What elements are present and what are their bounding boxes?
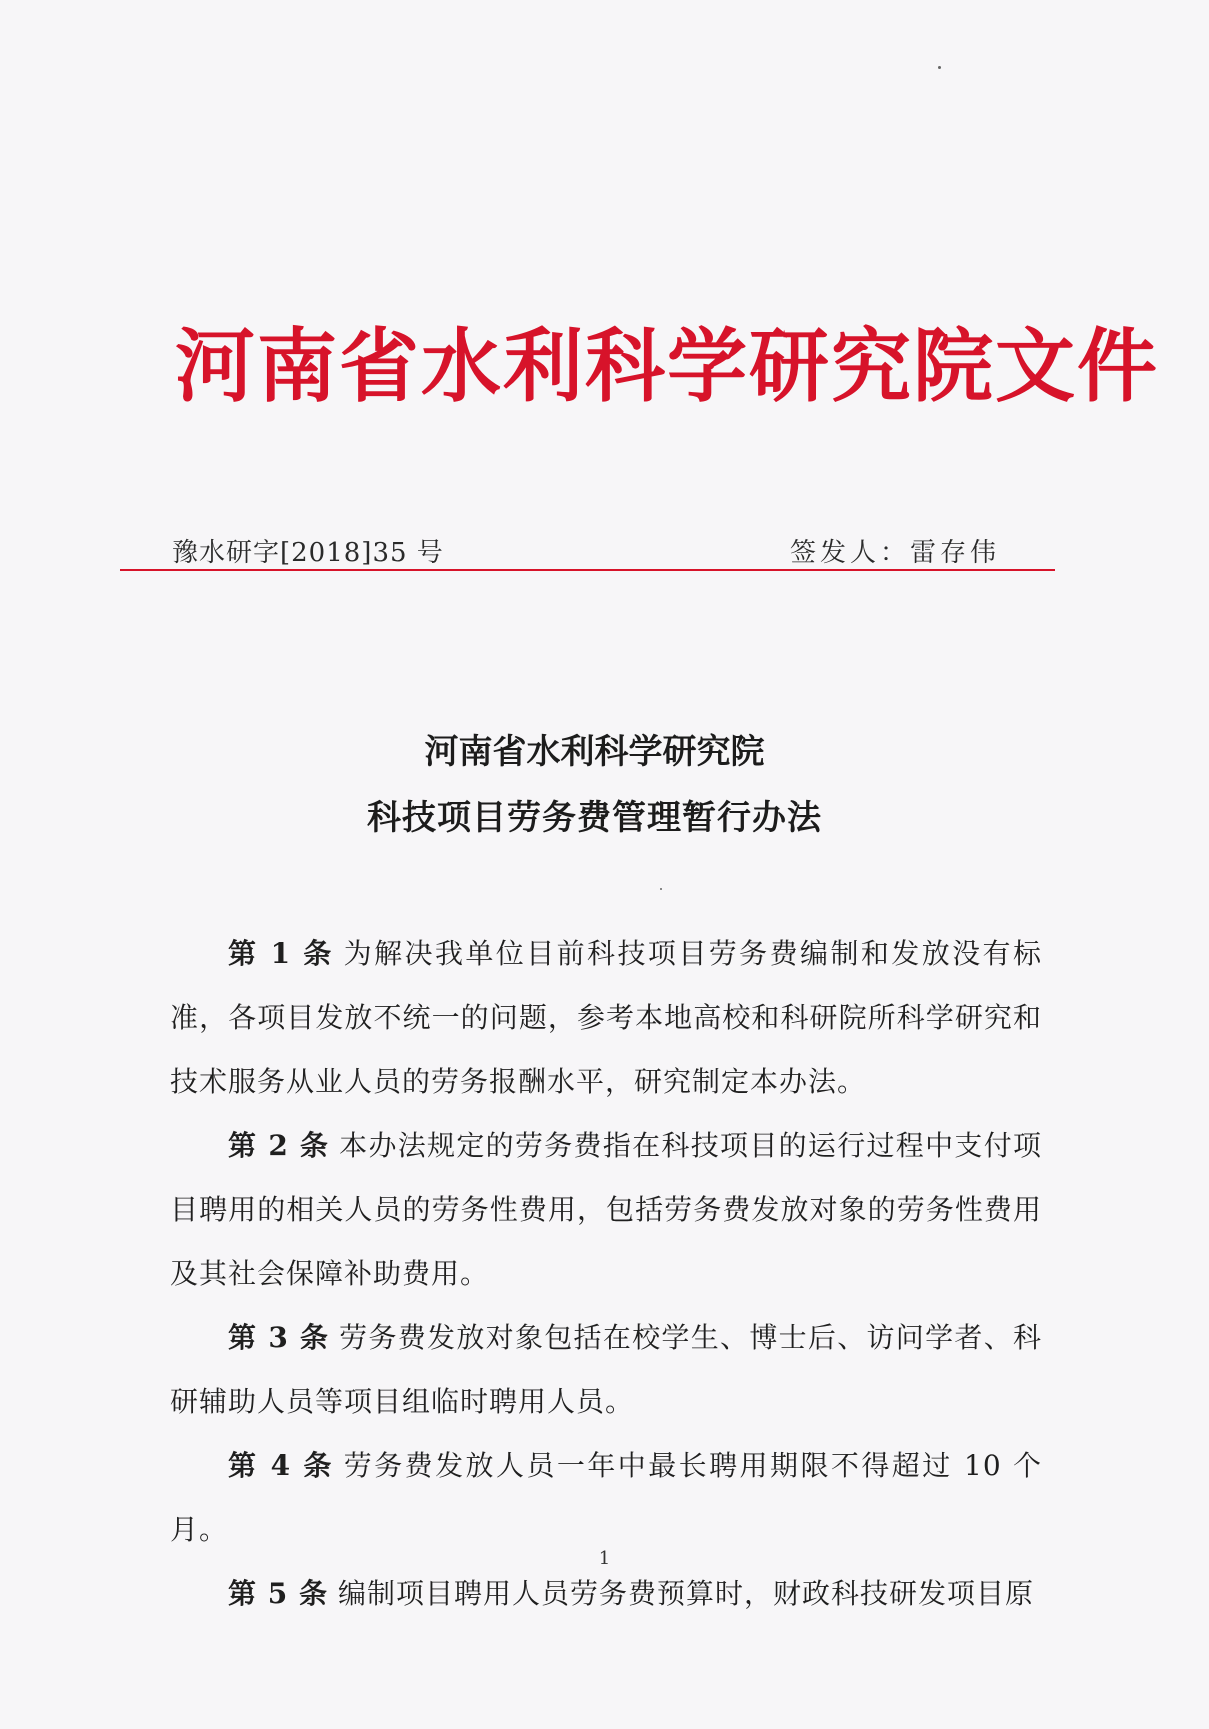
document-title-line-1: 河南省水利科学研究院 [424, 732, 765, 772]
article-label: 第 3 条 [228, 1321, 330, 1354]
article-2 [170, 1114, 1042, 1306]
article-text: 为解决我单位目前科技项目劳务费编制和发放没有标准，各项目发放不统一的问题，参考本地高校和科研院所科学研究和技术服务从业人员的劳务报酬水平，研究制定本办法。 [170, 937, 1042, 1098]
article-label: 第 2 条 [228, 1129, 330, 1162]
scan-speck [938, 66, 941, 69]
article-text: 本办法规定的劳务费指在科技项目的运行过程中支付项目聘用的相关人员的劳务性费用，包括劳务费发放对象的劳务性费用及其社会保障补助费用。 [170, 1129, 1042, 1290]
article-text: 编制项目聘用人员劳务费预算时，财政科技研发项目原 [337, 1577, 1034, 1610]
article-text: 劳务费发放对象包括在校学生、博士后、访问学者、科研辅助人员等项目组临时聘用人员。 [170, 1321, 1042, 1418]
document-number: 豫水研字[2018]35 号 [172, 538, 444, 568]
red-divider-line [120, 569, 1055, 571]
issuer-header: 河南省水利科学研究院文件 [175, 319, 1159, 413]
document-title-line-2: 科技项目劳务费管理暂行办法 [367, 798, 822, 838]
article-4 [170, 1434, 1042, 1562]
article-label: 第 5 条 [228, 1577, 328, 1610]
article-label: 第 1 条 [228, 937, 334, 970]
article-5 [170, 1562, 1042, 1626]
article-label: 第 4 条 [228, 1449, 334, 1482]
article-text: 劳务费发放人员一年中最长聘用期限不得超过 10 个月。 [170, 1449, 1042, 1546]
article-1 [170, 922, 1042, 1114]
article-3 [170, 1306, 1042, 1434]
page-number: 1 [598, 1548, 611, 1569]
signer: 签发人：雷存伟 [789, 538, 1000, 568]
scan-speck [660, 888, 662, 890]
document-meta-line [172, 535, 1032, 571]
document-body [170, 922, 1042, 1626]
